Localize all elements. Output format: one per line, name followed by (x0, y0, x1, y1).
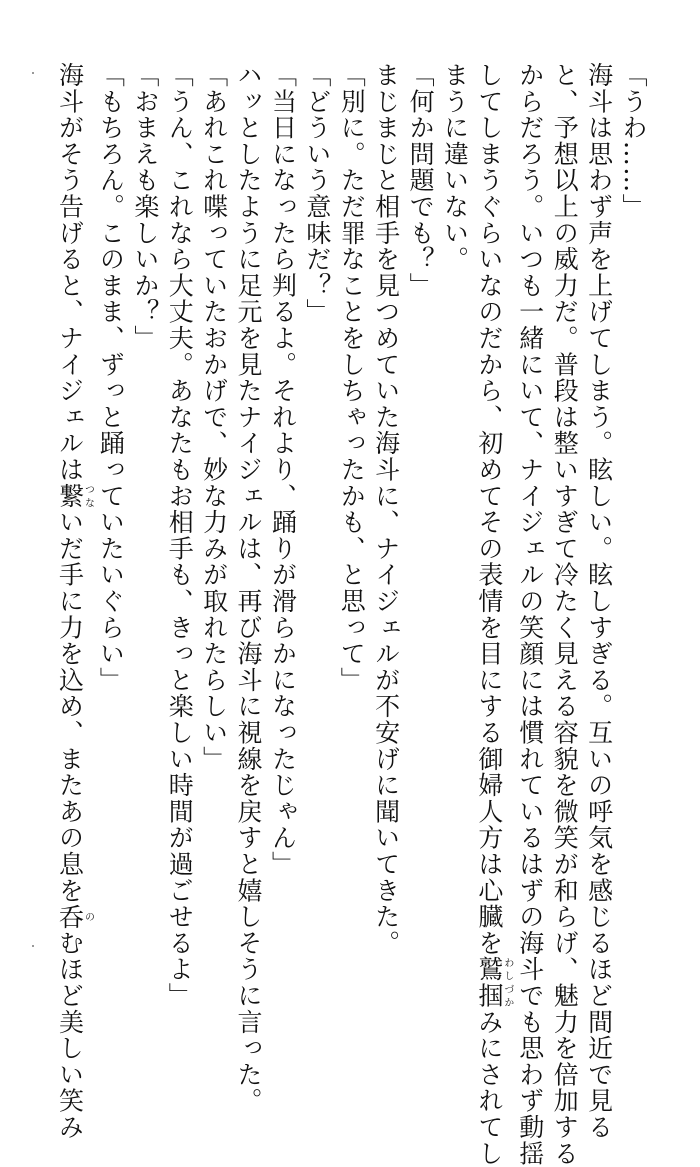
text-line: 「もちろん。このまま、ずっと踊っていたいぐらい」 (96, 62, 126, 694)
vertical-text-block (52, 62, 650, 1167)
text-line (471, 62, 513, 1167)
ruby-base: 鷲掴 (474, 956, 504, 1009)
text-segment: 海斗がそう告げると、ナイジェルは (55, 62, 85, 483)
text-line: 「あれこれ喋っていたおかげで、妙な力みが取れたらしい」 (199, 62, 229, 773)
ruby-reading: わしづか (501, 956, 513, 1009)
text-segment: みにされてし (474, 1008, 504, 1167)
text-segment: してしまうぐらいなのだから、初めてその表情を目にする御婦人方は心臓を (474, 62, 504, 957)
text-line: まじまじと相手を見つめていた海斗に、ナイジェルが不安げに聞いてきた。 (371, 62, 401, 957)
text-line: 「うわ……」 (619, 62, 648, 220)
ruby-tsunagu (55, 482, 94, 510)
text-line (52, 62, 94, 1141)
text-line: ハッとしたように足元を見たナイジェルは、再び海斗に視線を戻すと嬉しそうに言った。 (234, 62, 264, 1114)
text-line: 「おまえも楽しいか？」 (130, 62, 160, 352)
text-line: 「別に。ただ罪なことをしちゃったかも、と思って」 (337, 62, 367, 694)
text-line: 海斗は思わず声を上げてしまう。眩しい。眩しすぎる。互いの呼気を感じるほど間近で見る (584, 62, 614, 1141)
ruby-base: 呑 (55, 903, 85, 930)
ruby-reading: つな (82, 482, 94, 510)
text-line: 「何か問題でも？」 (406, 62, 436, 299)
text-line: 「当日になったら判るよ。それより、踊りが滑らかになったじゃん」 (268, 62, 298, 878)
scan-mark (32, 945, 34, 947)
ruby-base: 繋 (55, 482, 85, 510)
text-line: と、予想以上の威力だ。普段は整いすぎて冷たく見える容貌を微笑が和らげ、魅力を倍加する (550, 62, 580, 1167)
ruby-reading: の (82, 903, 94, 930)
text-line: からだろう。いつも一緒にいて、ナイジェルの笑顔には慣れているはずの海斗でも思わず動揺 (515, 62, 545, 1167)
ruby-washizukami (474, 956, 513, 1009)
scan-mark (32, 72, 34, 74)
ruby-nomu (55, 903, 94, 930)
text-segment: むほど美しい笑み (55, 929, 85, 1141)
text-segment: いだ手に力を込め、またあの息を (55, 509, 85, 904)
text-line: 「うん、これなら大丈夫。あなたもお相手も、きっと楽しい時間が過ごせるよ」 (165, 62, 195, 1009)
text-line: 「どういう意味だ？」 (302, 62, 332, 325)
text-line: まうに違いない。 (440, 62, 470, 273)
